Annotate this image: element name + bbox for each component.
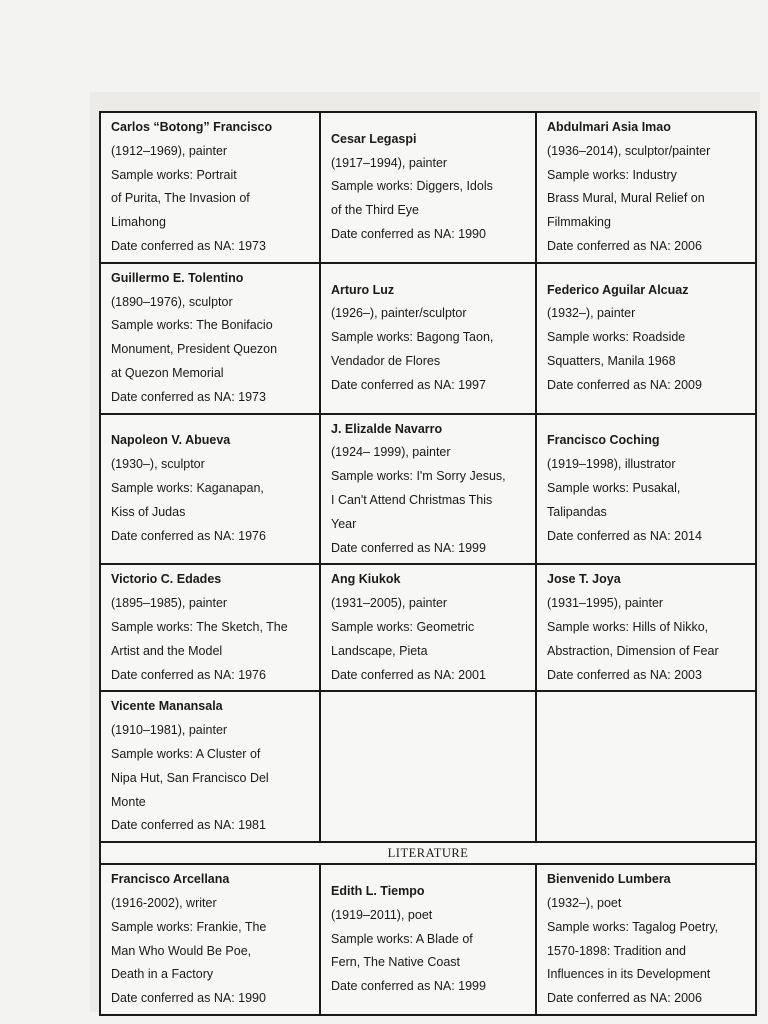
- artist-cell: [536, 864, 756, 1015]
- artist-detail-line: Date conferred as NA: 2006: [547, 238, 702, 253]
- artist-detail-line: Brass Mural, Mural Relief on: [547, 191, 705, 206]
- artist-detail-line: Sample works: Kaganapan,: [111, 481, 264, 496]
- artist-detail-line: Squatters, Manila 1968: [547, 354, 676, 369]
- artist-name: Edith L. Tiempo: [331, 884, 425, 898]
- artist-detail-line: Sample works: Bagong Taon,: [331, 330, 494, 345]
- artist-detail-line: (1919–2011), poet: [331, 907, 433, 922]
- artist-detail-line: Sample works: Hills of Nikko,: [547, 619, 709, 634]
- artist-detail-line: Monument, President Quezon: [111, 342, 278, 357]
- artist-detail-line: Date conferred as NA: 1997: [331, 377, 486, 392]
- artist-detail-line: Date conferred as NA: 2009: [547, 377, 702, 392]
- artist-detail-line: Death in a Factory: [111, 967, 214, 982]
- artist-detail-line: Filmmaking: [547, 215, 611, 230]
- artist-detail-line: (1931–2005), painter: [331, 596, 448, 611]
- artist-detail-line: Sample works: Diggers, Idols: [331, 179, 493, 194]
- artist-detail-line: 1570-1898: Tradition and: [547, 943, 686, 958]
- artist-detail-line: (1890–1976), sculptor: [111, 294, 233, 309]
- artist-detail-line: Sample works: The Sketch, The: [111, 619, 288, 634]
- artist-detail-line: Sample works: Roadside: [547, 330, 686, 345]
- artist-name: Carlos “Botong” Francisco: [111, 120, 273, 134]
- artist-cell: [100, 263, 320, 414]
- artist-detail-line: Date conferred as NA: 1976: [111, 528, 266, 543]
- artist-detail-line: (1926–), painter/sculptor: [331, 306, 467, 321]
- artist-name: Cesar Legaspi: [331, 131, 417, 146]
- artist-cell: [100, 864, 320, 1015]
- table-row: [100, 263, 756, 414]
- artist-detail-line: (1936–2014), sculptor/painter: [547, 143, 711, 158]
- artist-detail-line: (1912–1969), painter: [111, 143, 228, 158]
- table-row: [100, 564, 756, 691]
- artist-detail-line: Sample works: The Bonifacio: [111, 318, 273, 333]
- artist-detail-line: at Quezon Memorial: [111, 365, 224, 380]
- artist-detail-line: (1917–1994), painter: [331, 155, 448, 170]
- artist-detail-line: Sample works: I'm Sorry Jesus,: [331, 469, 506, 484]
- artist-name: Abdulmari Asia Imao: [547, 120, 671, 134]
- artist-name: Bienvenido Lumbera: [547, 872, 671, 887]
- artist-detail-line: of the Third Eye: [331, 203, 420, 218]
- artist-detail-line: Sample works: Pusakal,: [547, 481, 681, 496]
- artist-cell: [536, 263, 756, 414]
- empty-cell: [320, 691, 536, 842]
- artist-detail-line: Vendador de Flores: [331, 354, 441, 369]
- artist-name: Francisco Arcellana: [111, 872, 230, 887]
- artist-detail-line: Sample works: A Blade of: [331, 931, 473, 946]
- artist-cell: [536, 112, 756, 263]
- empty-cell: [536, 691, 756, 842]
- artist-name: Napoleon V. Abueva: [111, 433, 231, 448]
- artist-cell: [320, 414, 536, 565]
- artist-cell: [536, 414, 756, 565]
- artist-name: Arturo Luz: [331, 282, 395, 297]
- artist-cell: [100, 112, 320, 263]
- artist-detail-line: Date conferred as NA: 1999: [331, 540, 486, 555]
- artist-detail-line: Sample works: Portrait: [111, 167, 237, 182]
- artist-cell: [536, 564, 756, 691]
- artist-detail-line: (1932–), painter: [547, 306, 636, 321]
- artist-cell: [320, 864, 536, 1015]
- table-row: [100, 414, 756, 565]
- artist-detail-line: Date conferred as NA: 1973: [111, 238, 266, 253]
- artist-detail-line: (1919–1998), illustrator: [547, 457, 676, 472]
- artist-cell: [320, 112, 536, 263]
- artist-detail-line: (1931–1995), painter: [547, 596, 664, 611]
- artist-name: Jose T. Joya: [547, 572, 621, 587]
- artist-detail-line: Date conferred as NA: 1999: [331, 979, 486, 994]
- artist-detail-line: Date conferred as NA: 2014: [547, 528, 702, 543]
- artist-name: Guillermo E. Tolentino: [111, 270, 244, 285]
- artist-detail-line: Influences in its Development: [547, 967, 711, 982]
- artist-detail-line: Sample works: Tagalog Poetry,: [547, 919, 719, 934]
- artist-cell: [320, 263, 536, 414]
- artist-detail-line: Kiss of Judas: [111, 504, 186, 519]
- artist-name: Victorio C. Edades: [111, 572, 222, 587]
- artist-detail-line: Year: [331, 516, 357, 531]
- artist-name: Francisco Coching: [547, 433, 660, 448]
- artist-cell: [100, 564, 320, 691]
- artist-name: Ang Kiukok: [331, 572, 401, 587]
- artist-detail-line: (1895–1985), painter: [111, 596, 228, 611]
- artist-detail-line: (1930–), sculptor: [111, 457, 205, 472]
- artist-detail-line: I Can't Attend Christmas This: [331, 492, 493, 507]
- artist-detail-line: (1916-2002), writer: [111, 895, 217, 910]
- artist-detail-line: Sample works: Frankie, The: [111, 919, 267, 934]
- artist-name: Vicente Manansala: [111, 699, 223, 714]
- artist-detail-line: of Purita, The Invasion of: [111, 191, 250, 206]
- artist-cell: [100, 691, 320, 842]
- section-title: LITERATURE: [100, 842, 756, 864]
- table-row: [100, 691, 756, 842]
- artist-detail-line: Date conferred as NA: 2006: [547, 991, 702, 1006]
- artist-detail-line: Date conferred as NA: 1981: [111, 818, 266, 833]
- artist-name: J. Elizalde Navarro: [331, 421, 443, 436]
- artist-detail-line: (1932–), poet: [547, 895, 622, 910]
- artist-detail-line: Sample works: Geometric: [331, 619, 475, 634]
- artist-detail-line: (1924– 1999), painter: [331, 445, 451, 460]
- artist-detail-line: Nipa Hut, San Francisco Del: [111, 770, 269, 785]
- artist-detail-line: (1910–1981), painter: [111, 723, 228, 738]
- artist-detail-line: Talipandas: [547, 504, 607, 519]
- artist-detail-line: Date conferred as NA: 1976: [111, 667, 266, 682]
- artist-detail-line: Date conferred as NA: 2001: [331, 667, 486, 682]
- artist-detail-line: Limahong: [111, 215, 166, 230]
- artist-detail-line: Abstraction, Dimension of Fear: [547, 643, 719, 658]
- national-artists-table: [99, 111, 757, 1016]
- artist-cell: [320, 564, 536, 691]
- artist-detail-line: Man Who Would Be Poe,: [111, 943, 252, 958]
- section-header-row: [100, 842, 756, 864]
- artist-cell: [100, 414, 320, 565]
- artist-detail-line: Date conferred as NA: 1990: [111, 991, 266, 1006]
- table-row: [100, 112, 756, 263]
- table-row: [100, 864, 756, 1015]
- artist-name: Federico Aguilar Alcuaz: [547, 282, 689, 297]
- artist-detail-line: Date conferred as NA: 2003: [547, 667, 702, 682]
- artist-detail-line: Monte: [111, 794, 146, 809]
- artist-detail-line: Fern, The Native Coast: [331, 955, 460, 970]
- artist-detail-line: Sample works: Industry: [547, 167, 677, 182]
- artist-detail-line: Date conferred as NA: 1990: [331, 227, 486, 242]
- artist-detail-line: Landscape, Pieta: [331, 643, 428, 658]
- artist-detail-line: Sample works: A Cluster of: [111, 746, 261, 761]
- artist-detail-line: Artist and the Model: [111, 643, 223, 658]
- artist-detail-line: Date conferred as NA: 1973: [111, 389, 266, 404]
